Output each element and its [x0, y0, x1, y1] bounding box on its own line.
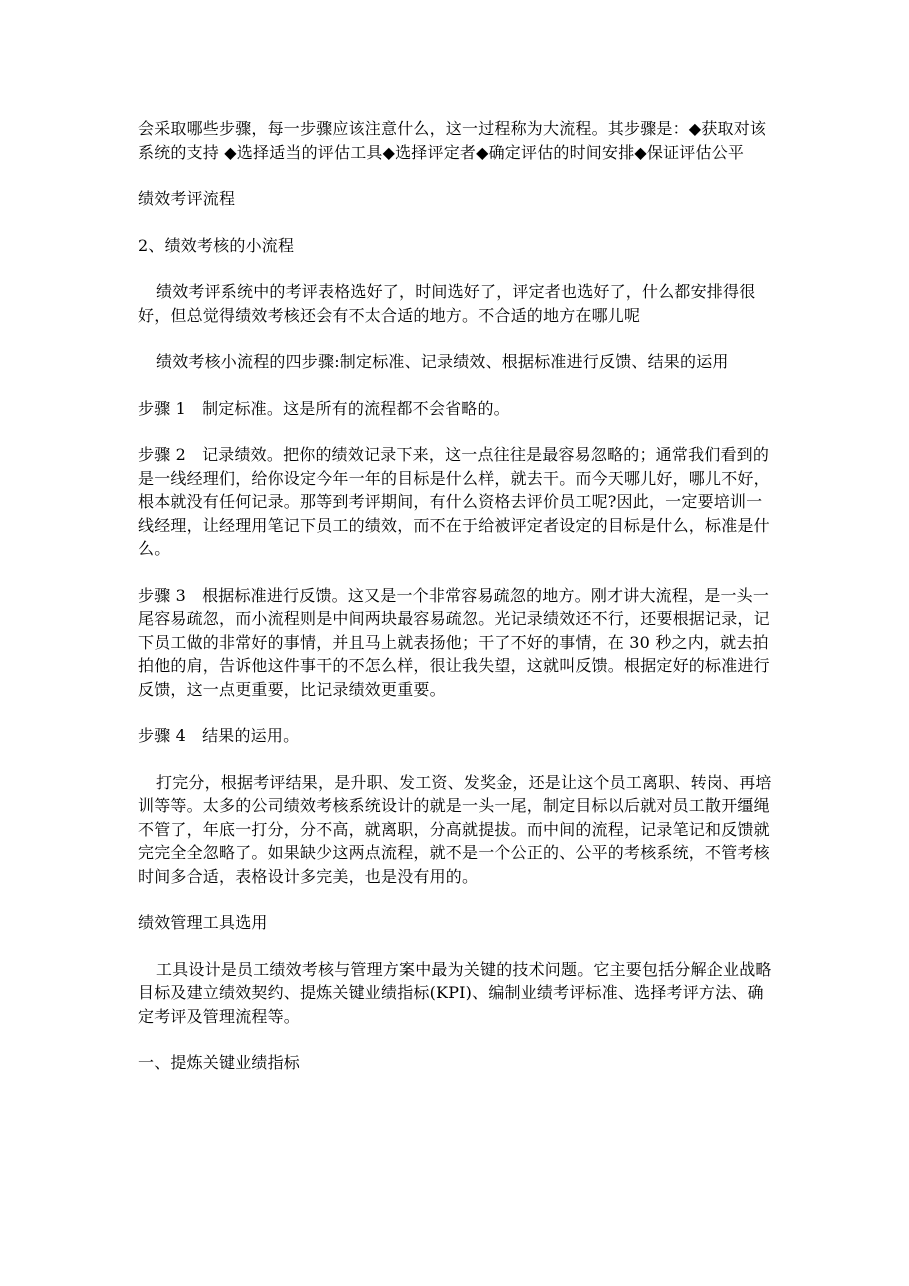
- step-2-label: 步骤 2: [138, 445, 187, 464]
- step-3-text: 根据标准进行反馈。这又是一个非常容易疏忽的地方。刚才讲大流程，是一头一尾容易疏忽，而小流程则是中间两块最容易疏忽。光记录绩效还不行，还要根据记录，记下员工做的非常好的事情，并且马上就表扬他；干了不好的事情，在 30 秒之内，就去拍拍他的肩，告诉他这件事干的不怎么样，很让我失望，这就叫反馈。根据定好的标准进行反馈，这一点更重要，比记录绩效更重要。: [138, 585, 770, 699]
- step-2-paragraph: [138, 443, 778, 561]
- section-heading-tool-selection: 绩效管理工具选用: [138, 913, 268, 932]
- step-1-paragraph: [138, 397, 778, 421]
- step-3-paragraph: [138, 584, 778, 702]
- section-heading-performance-process: 绩效考评流程: [138, 189, 236, 208]
- step-1-text: 制定标准。这是所有的流程都不会省略的。: [202, 398, 510, 418]
- document-body: [138, 117, 778, 1075]
- section-heading-kpi: 一、提炼关键业绩指标: [138, 1053, 301, 1072]
- step-1-label: 步骤 1: [138, 398, 187, 418]
- step-4-label: 步骤 4: [138, 726, 187, 745]
- step-3-label: 步骤 3: [138, 585, 187, 605]
- paragraph-tool-design: 工具设计是员工绩效考核与管理方案中最为关键的技术问题。它主要包括分解企业战略目标及建立绩效契约、提炼关键业绩指标(KPI)、编制业绩考评标准、选择考评方法、确定考评及管理流程等。: [138, 959, 772, 1026]
- paragraph-result-usage: 打完分，根据考评结果，是升职、发工资、发奖金，还是让这个员工离职、转岗、再培训等等。太多的公司绩效考核系统设计的就是一头一尾，制定目标以后就对员工散开缰绳不管了，年底一打分，分不高，就离职，分高就提拔。而中间的流程，记录笔记和反馈就完完全全忽略了。如果缺少这两点流程，就不是一个公正的、公平的考核系统，不管考核时间多合适，表格设计多完美，也是没有用的。: [138, 772, 772, 886]
- paragraph-four-steps: 绩效考核小流程的四步骤:制定标准、记录绩效、根据标准进行反馈、结果的运用: [156, 352, 729, 371]
- paragraph-small-process-intro: 绩效考评系统中的考评表格选好了，时间选好了，评定者也选好了，什么都安排得很好，但总觉得绩效考核还会有不太合适的地方。不合适的地方在哪儿呢: [138, 282, 756, 325]
- step-2-text: 记录绩效。把你的绩效记录下来，这一点往往是最容易忽略的；通常我们看到的是一线经理们，给你设定今年一年的目标是什么样，就去干。而今天哪儿好，哪儿不好，根本就没有任何记录。那等到考评期间，有什么资格去评价员工呢?因此，一定要培训一线经理，让经理用笔记下员工的绩效，而不在于给被评定者设定的目标是什么，标准是什么。: [138, 445, 770, 558]
- step-4-paragraph: [138, 724, 778, 748]
- intro-paragraph: 会采取哪些步骤，每一步骤应该注意什么，这一过程称为大流程。其步骤是：◆获取对该系统的支持 ◆选择适当的评估工具◆选择评定者◆确定评估的时间安排◆保证评估公平: [138, 119, 767, 162]
- section-heading-small-process: 2、绩效考核的小流程: [138, 235, 295, 255]
- step-4-text: 结果的运用。: [202, 726, 300, 745]
